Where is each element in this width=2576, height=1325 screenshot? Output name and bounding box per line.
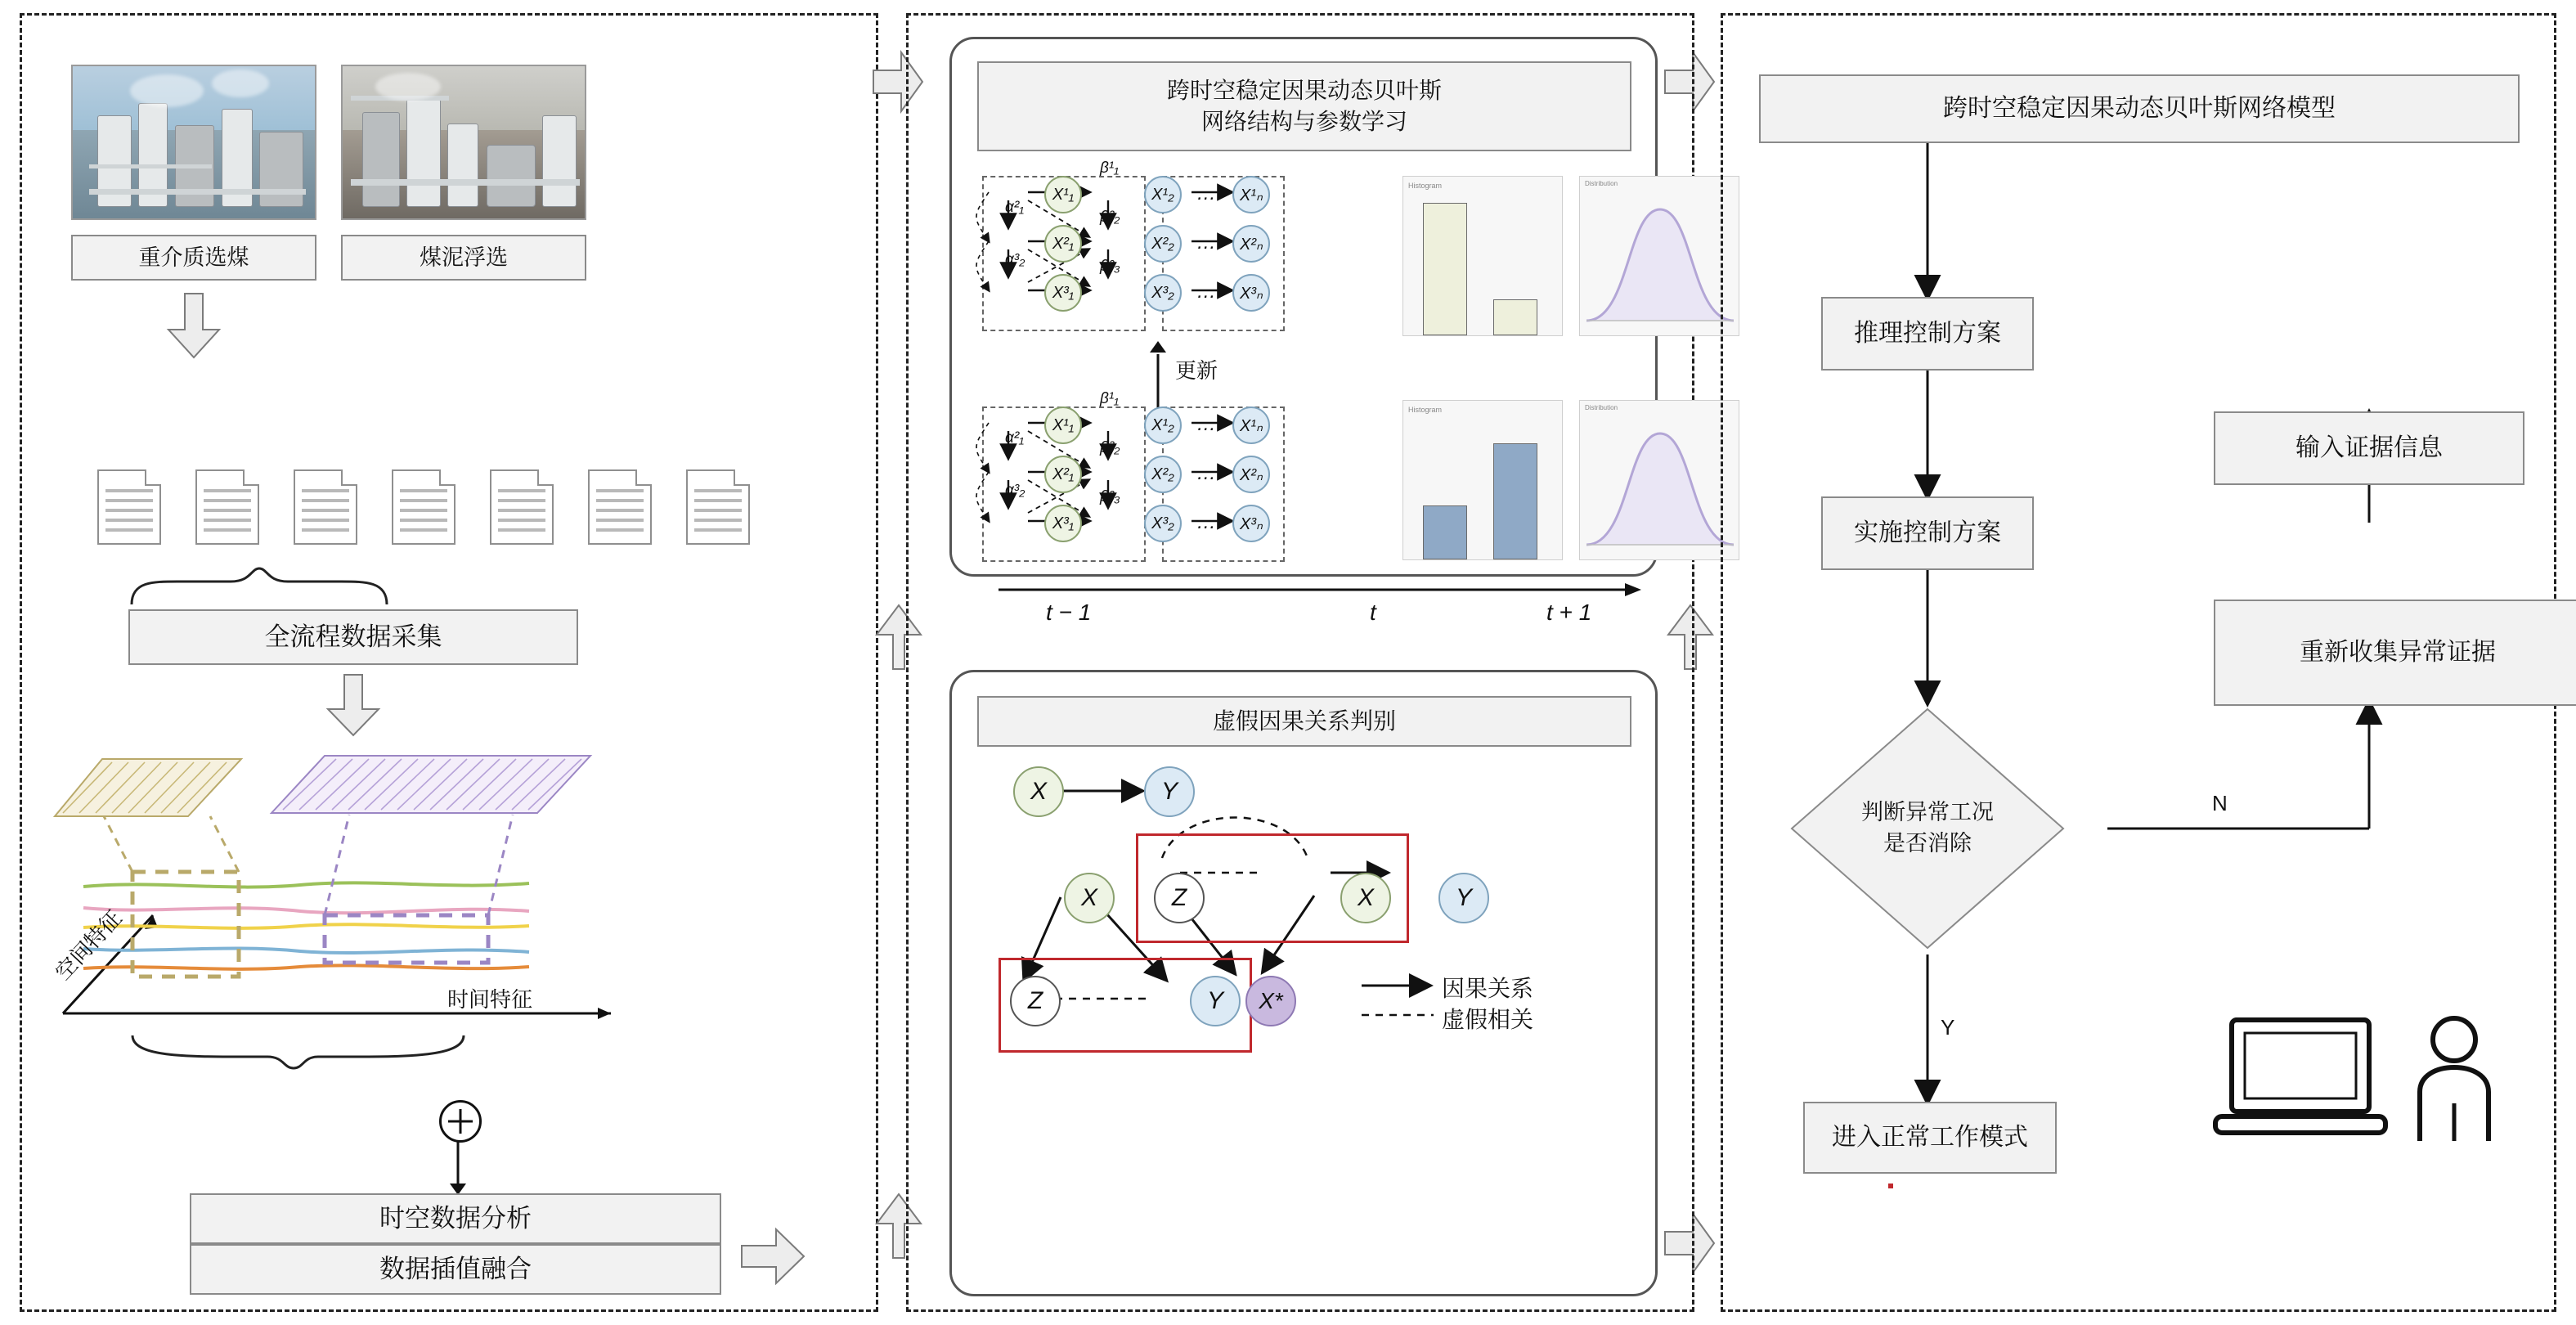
- mini-bar-chart-bottom: Histogram: [1402, 400, 1563, 560]
- flow-arrow-down-2: [325, 675, 382, 737]
- decision-line1: 判断异常工况: [1861, 800, 1994, 825]
- mini-density-chart-top: Distribution: [1579, 176, 1739, 336]
- output-box-fusion: 数据插值融合: [190, 1244, 721, 1295]
- axis-label-space: 空间特征: [50, 905, 127, 985]
- legend-spurious-label: 虚假相关: [1442, 1007, 1534, 1032]
- graph-node-y-bottom: Y: [1190, 976, 1241, 1026]
- decision-text: [1788, 706, 2067, 951]
- photo-pipe: [351, 179, 580, 186]
- doc-fold: [537, 469, 554, 486]
- legend-causal-label: 因果关系: [1442, 976, 1534, 1001]
- dbn-node: X³ₙ: [1232, 274, 1270, 312]
- graph-node-z-boxed: Z: [1154, 873, 1205, 923]
- bar: [1423, 203, 1467, 335]
- graph-node-x-left: X: [1064, 873, 1115, 923]
- dbn-node: X²₂: [1144, 225, 1182, 263]
- decision-line2: 是否消除: [1883, 831, 1972, 856]
- collect-label: 全流程数据采集: [128, 609, 578, 665]
- flow-arrow-right-left-panel: [742, 1228, 806, 1285]
- fusion-arrow: [447, 1141, 469, 1198]
- dbn-ellipsis: …: [1196, 281, 1216, 303]
- alpha-label: α³₂: [1005, 482, 1025, 499]
- photo-coal-slime-flotation: [341, 65, 586, 220]
- photo-tank: [259, 132, 303, 207]
- dbn-node: X³₁: [1044, 505, 1082, 542]
- photo-pipe: [89, 189, 306, 195]
- brace-collect: [128, 565, 390, 608]
- document-icon: [97, 469, 161, 545]
- model-box: 跨时空稳定因果动态贝叶斯网络模型: [1759, 74, 2520, 143]
- document-icon: [195, 469, 259, 545]
- graph-node-z-bottom: Z: [1010, 976, 1061, 1026]
- photo-smoke: [212, 70, 269, 97]
- apply-box: 实施控制方案: [1821, 496, 2034, 570]
- mini-bar-chart-top: Histogram: [1402, 176, 1563, 336]
- graph-node-x-top: X: [1013, 766, 1064, 817]
- document-icon: [392, 469, 456, 545]
- dbn-ellipsis: …: [1196, 511, 1216, 533]
- dbn-node: X²₁: [1044, 456, 1082, 493]
- dbn-node: X²ₙ: [1232, 456, 1270, 493]
- infer-box: 推理控制方案: [1821, 297, 2034, 371]
- alpha-label: α²₁: [1005, 199, 1025, 216]
- doc-fold: [439, 469, 456, 486]
- dbn-node: X¹₁: [1044, 406, 1082, 444]
- update-arrow: [1146, 341, 1170, 410]
- bar: [1493, 299, 1537, 335]
- panel-causal-learning: [906, 13, 1694, 1312]
- card2-title: 虚假因果关系判别: [977, 696, 1631, 747]
- time-label-prev: t − 1: [1046, 600, 1092, 625]
- card1-title-line2: 网络结构与参数学习: [1200, 109, 1407, 134]
- document-icon: [294, 469, 357, 545]
- dbn-node: X³₁: [1044, 274, 1082, 312]
- doc-fold: [145, 469, 161, 486]
- bar: [1423, 505, 1467, 559]
- branch-label-no: N: [2212, 791, 2228, 815]
- normal-mode-box: 进入正常工作模式: [1803, 1102, 2057, 1174]
- photo-pipe: [89, 164, 212, 168]
- photo-smoke: [130, 74, 204, 107]
- dbn-node: X¹ₙ: [1232, 176, 1270, 213]
- output-box-analysis: 时空数据分析: [190, 1193, 721, 1244]
- dbn-ellipsis: …: [1196, 231, 1216, 254]
- fusion-plus-icon: [439, 1100, 482, 1143]
- evidence-box: 输入证据信息: [2214, 411, 2524, 485]
- document-icon: [686, 469, 750, 545]
- mini-density-chart-bottom: Distribution: [1579, 400, 1739, 560]
- dbn-ellipsis: …: [1196, 413, 1216, 435]
- document-icon: [490, 469, 554, 545]
- card1-title-line1: 跨时空稳定因果动态贝叶斯: [1166, 78, 1442, 104]
- beta-label: β²₂: [1100, 209, 1120, 226]
- time-axis: [999, 582, 1645, 601]
- dbn-node: X¹₂: [1144, 176, 1182, 213]
- dbn-node: X¹₁: [1044, 176, 1082, 213]
- dbn-ellipsis: …: [1196, 182, 1216, 204]
- graph-node-x-boxed: X: [1340, 873, 1391, 923]
- dbn-node: X²ₙ: [1232, 225, 1270, 263]
- photo-tank: [406, 99, 441, 207]
- doc-fold: [734, 469, 750, 486]
- alpha-label: α³₂: [1005, 251, 1025, 268]
- axis-label-time: 时间特征: [447, 987, 533, 1012]
- doc-fold: [341, 469, 357, 486]
- photo1-caption: 重介质选煤: [71, 235, 316, 281]
- decision-diamond: [1788, 706, 2067, 951]
- alpha-label: α²₁: [1005, 429, 1025, 447]
- beta-label: β¹₁: [1100, 159, 1120, 177]
- doc-fold: [243, 469, 259, 486]
- panel-data-acquisition: [20, 13, 878, 1312]
- graph-node-x-star: X*: [1245, 976, 1296, 1026]
- dbn-node: X³ₙ: [1232, 505, 1270, 542]
- dbn-node: X³₂: [1144, 274, 1182, 312]
- dbn-node: X³₂: [1144, 505, 1182, 542]
- beta-label: β¹₁: [1100, 390, 1120, 407]
- time-label-next: t + 1: [1546, 600, 1592, 625]
- photo-smoke: [375, 73, 441, 101]
- panel-control-flow: [1721, 13, 2556, 1312]
- branch-label-yes: Y: [1941, 1015, 1955, 1040]
- spatiotemporal-plot: [50, 748, 627, 1075]
- photo-tank: [487, 145, 536, 207]
- dbn-node: X¹₂: [1144, 406, 1182, 444]
- photo-tank: [447, 124, 478, 207]
- time-label-current: t: [1370, 600, 1376, 625]
- laptop-icon: [2214, 1013, 2394, 1165]
- update-label: 更新: [1175, 358, 1218, 383]
- beta-label: β³₃: [1100, 488, 1120, 505]
- recollect-box: 重新收集异常证据: [2214, 600, 2576, 706]
- beta-label: β²₂: [1100, 439, 1120, 456]
- flow-arrow-down: [165, 294, 222, 359]
- photo-tank: [542, 115, 577, 207]
- card1-title: [977, 61, 1631, 151]
- photo-heavy-medium-coal: [71, 65, 316, 220]
- bar: [1493, 443, 1537, 559]
- photo-tank: [362, 112, 400, 207]
- document-icon: [588, 469, 652, 545]
- dbn-ellipsis: …: [1196, 462, 1216, 484]
- dbn-node: X²₁: [1044, 225, 1082, 263]
- doc-fold: [635, 469, 652, 486]
- graph-node-y-right: Y: [1438, 873, 1489, 923]
- beta-label: β³₃: [1100, 258, 1120, 275]
- graph-node-y-top: Y: [1144, 766, 1195, 817]
- dbn-node: X¹ₙ: [1232, 406, 1270, 444]
- person-icon: [2402, 1013, 2508, 1165]
- dbn-node: X²₂: [1144, 456, 1182, 493]
- photo2-caption: 煤泥浮选: [341, 235, 586, 281]
